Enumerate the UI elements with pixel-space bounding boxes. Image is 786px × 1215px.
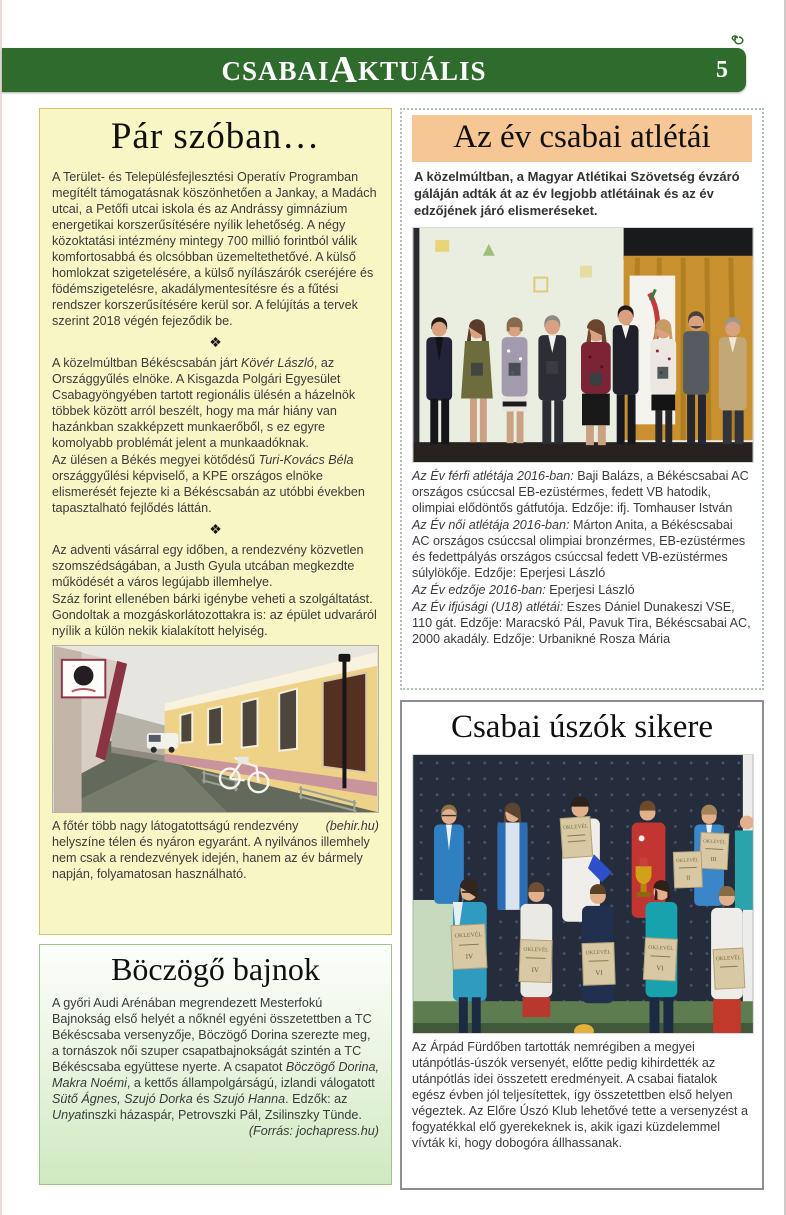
article-boczogo-bajnok <box>39 944 392 1185</box>
brand-wordmark <box>2 48 706 92</box>
lead-paragraph: A közelmúltban, a Magyar Atlétikai Szövetség évzáró gáláján adták át az év legjobb atlétáinak és az év edzőjének járó elismeréseket. <box>414 169 740 218</box>
svg-text:OKLEVÉL: OKLEVÉL <box>585 949 611 957</box>
svg-text:VI: VI <box>655 964 664 973</box>
svg-text:OKLEVÉL: OKLEVÉL <box>562 823 589 832</box>
paragraph: Száz forint ellenében bárki igénybe veheti a szolgáltatást. Gondoltak a mozgáskorlátozottakra is: az épület udvaráról nyílik a külön nekik kialakított helyiség. <box>52 591 377 638</box>
award-item: Az Év ifjúsági (U18) atlétái: Eszes Dániel Dunakeszi VSE, 110 gát. Edzője: Maracskó Pál, Pavuk Tira, Békéscsabai AC, 2000 akadály. Edzője: Urbanikné Rosza Mária <box>412 599 751 646</box>
article-title-boczogo: Böczögő bajnok <box>111 951 320 987</box>
svg-text:IV: IV <box>531 965 540 975</box>
street-photo <box>52 645 379 813</box>
source-credit: (Forrás: jochapress.hu) <box>248 1123 379 1138</box>
svg-text:OKLEVÉL: OKLEVÉL <box>454 932 483 940</box>
svg-text:VI: VI <box>595 968 603 977</box>
svg-text:OKLEVÉL: OKLEVÉL <box>523 946 549 954</box>
source-credit: (behir.hu) <box>325 818 379 833</box>
brand-accent-letter: A <box>329 49 358 91</box>
article-par-szoban <box>39 108 392 935</box>
lamp-post <box>342 657 346 787</box>
paragraph: Az adventi vásárral egy időben, a rendezvény közvetlen szomszédságában, a Justh Gyula utcában megkezdte működését a város legújabb illemhelye. <box>52 542 364 589</box>
orange-title-band <box>412 115 752 162</box>
brand-first-word: CSABAI <box>221 56 330 86</box>
article-title-par-szoban: Pár szóban… <box>110 116 321 157</box>
swimmers-photo <box>412 754 754 1034</box>
masthead-bar <box>2 48 746 92</box>
paragraph: A közelmúltban Békéscsabán járt Kövér László, az Országgyűlés elnöke. A Kisgazda Polgári Egyesület Csabagyöngyében tartott regionális ülésén a házelnök többek között arról beszélt, hogy ma már hiány van hazánkban szakképzett munkaerőből, s ez egyre komolyabb problémát jelent a munkaadóknak. <box>52 355 356 450</box>
paragraph: A győri Audi Arénában megrendezett Mesterfokú Bajnokság első helyét a nőknél egyéni összetettben a TC Békéscsaba versenyzője, Böczögő Dorina szerezte meg, a tornászok női szuper csapatbajnokságát szintén a TC Békéscsaba együttese nyerte. A csapatot Böczögő Dorina, Makra Noémi, a kettős állampolgárságú, izlandi válogatott Sütő Ágnes, Szujó Dorka és Szujó Hanna. Edzők: az Unyatinszki házaspár, Petrovszki Pál, Zsilinszky Tünde. (Forrás: jochapress.hu) <box>52 996 379 1138</box>
spiral-logo-icon <box>728 28 748 46</box>
page-number: 5 <box>716 57 728 83</box>
article-title-atletai: Az év csabai atlétái <box>453 119 711 155</box>
svg-text:IV: IV <box>465 952 474 961</box>
award-item: Az Év női atlétája 2016-ban: Márton Anita, a Békéscsabai AC országos csúccsal olimpiai bronzérmes, EB-ezüstérmes és fedettpályás országos csúccsal fedett VB-ezüstérmes súlylökője. Edzője: Eperjesi László <box>412 517 746 580</box>
svg-text:OKLEVÉL: OKLEVÉL <box>703 839 727 846</box>
diamond-divider-icon: ❖ <box>209 520 222 537</box>
article-title-uszok: Csabai úszók sikere <box>450 709 714 745</box>
svg-text:OKLEVÉL: OKLEVÉL <box>715 955 742 963</box>
photo-caption: (behir.hu) A főtér több nagy látogatottságú rendezvény helyszíne télen és nyáron egyaránt. A nyilvános illemhely nem csak a rendezvények idején, hanem az év bármely napján, folyamatosan használható. <box>52 818 379 881</box>
article-csabai-uszok <box>400 700 764 1190</box>
article-az-ev-atletai <box>400 108 764 690</box>
award-item: Az Év edzője 2016-ban: Eperjesi László <box>412 582 635 597</box>
diamond-divider-icon: ❖ <box>209 333 222 350</box>
paragraph: Az Árpád Fürdőben tartották nemrégiben a megyei utánpótlás-úszók versenyét, előtte pedig kihirdették az utánpótlás idei összetett eredményeit. A csabai fiatalok egész évben jól teljesítettek, így összetettben első helyen végeztek. Az Előre Úszó Klub lehetővé tette a versenyzést a fogyatékkal elő gyerekeknek is, akik igazi küzdelemmel vívták ki, hogy dobogóra állhassanak. <box>412 1040 749 1150</box>
award-item: Az Év férfi atlétája 2016-ban: Baji Balázs, a Békéscsabai AC országos csúccsal EB-ezüstérmes, fedett VB hatodik, olimpiai elődöntős gátfutója. Edzője: ifj. Tomhauser István <box>412 468 749 515</box>
awards-gala-photo <box>412 227 754 463</box>
svg-text:III: III <box>710 856 717 864</box>
paragraph: A Terület- és Településfejlesztési Operatív Programban megítélt támogatásnak köszönhetően a Jankay, a Madách utcai, a Petőfi utcai iskola és az Andrássy gimnázium energetikai korszerűsítésére nyílik lehetőség. A négy közoktatási intézmény mintegy 700 millió forintból válik komfortosabbá és olcsóbban üzemeltethetővé. A külső homlokzat szigetelésére, a külső nyílászárók cseréjére és födémszigetelésre, akadálymentesítésre és a fűtési rendszer korszerűsítésére kerül sor. A felújítás a tervek szerint 2018 végén fejeződik be. <box>52 170 377 328</box>
brand-second-word: KTUÁLIS <box>357 56 487 86</box>
svg-text:OKLEVÉL: OKLEVÉL <box>676 858 700 865</box>
paragraph: Az ülésen a Békés megyei kötődésű Turi-Kovács Béla országgyűlési képviselő, a KPE országos elnöke elismerését fejezte ki a Békéscsabán az utóbbi években tapasztalható fejlődés láttán. <box>52 452 365 515</box>
svg-text:OKLEVÉL: OKLEVÉL <box>648 944 674 953</box>
svg-text:II: II <box>686 875 691 882</box>
